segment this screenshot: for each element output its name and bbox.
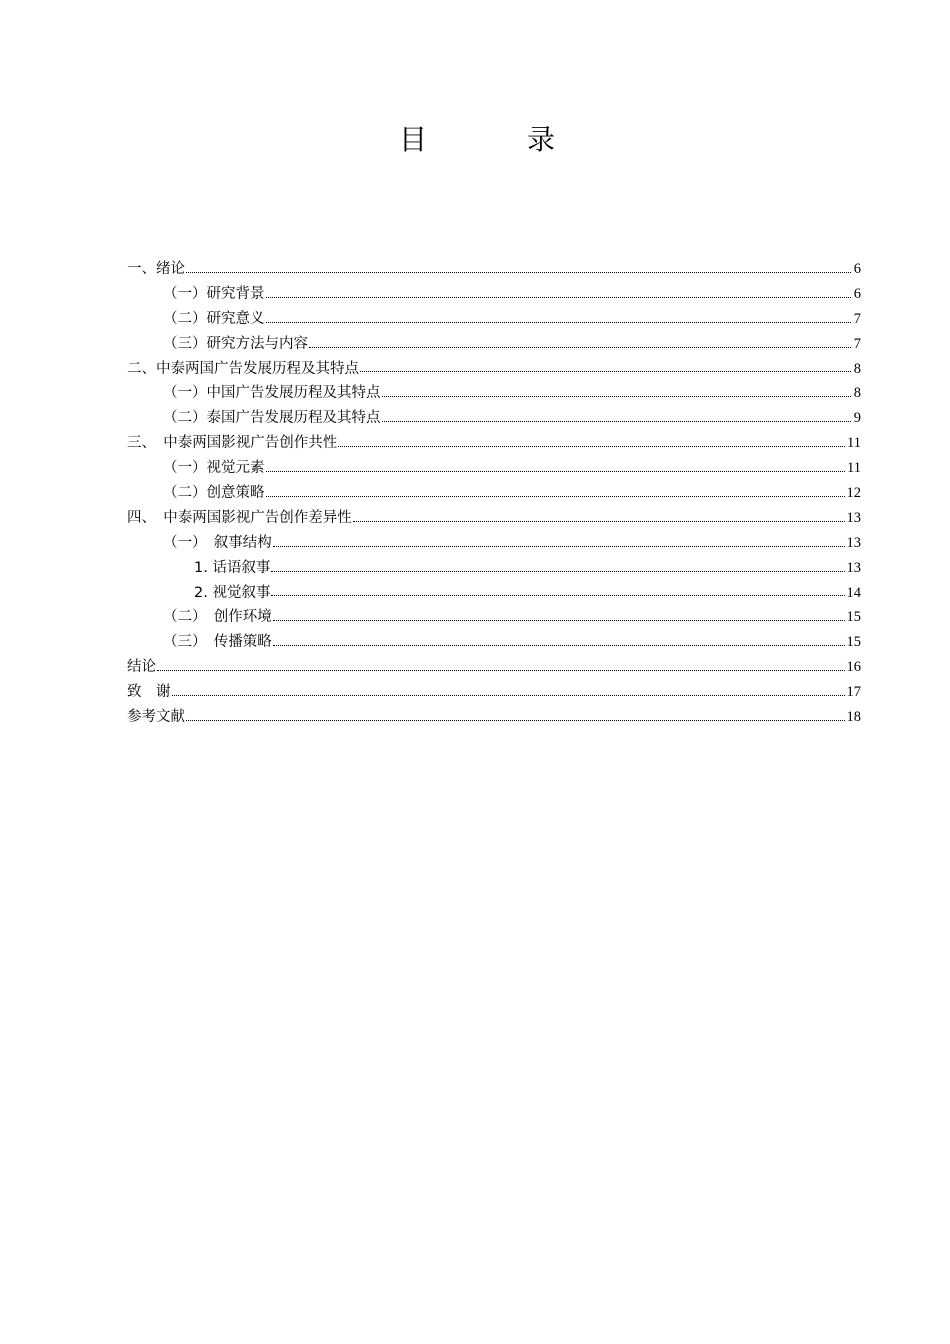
toc-dot-leader [338,445,845,447]
toc-page-number: 13 [846,559,861,576]
toc-entry[interactable] [127,431,861,456]
toc-dot-leader [172,694,845,696]
toc-entry-label: 参考文献 [127,709,185,726]
toc-page-number: 17 [846,684,861,701]
toc-entry-label: （一） 叙事结构 [163,534,272,551]
toc-entry-label: （二）泰国广告发展历程及其特点 [163,410,381,427]
toc-entry[interactable] [127,705,861,730]
toc-dot-leader [271,570,844,572]
toc-entry[interactable] [127,332,861,357]
toc-entry-label: 三、 中泰两国影视广告创作共性 [127,435,338,452]
toc-dot-leader [273,619,845,621]
toc-page-number: 12 [846,485,861,502]
toc-dot-leader [186,271,851,273]
toc-page-number: 14 [846,584,861,601]
toc-entry[interactable] [127,630,861,655]
toc-entry[interactable] [127,481,861,506]
toc-dot-leader [382,395,852,397]
toc-page-number: 11 [847,460,861,477]
toc-entry-label: 1. 话语叙事 [194,559,271,576]
toc-page-number: 7 [853,310,861,327]
toc-dot-leader [266,495,845,497]
toc-entry[interactable] [127,381,861,406]
toc-page-number: 15 [846,634,861,651]
toc-entry-label: （三） 传播策略 [163,634,272,651]
toc-entry[interactable] [127,357,861,382]
toc-entry[interactable] [127,655,861,680]
toc-page-number: 16 [846,659,861,676]
toc-page-number: 11 [847,435,861,452]
toc-entry-label: 致 谢 [127,684,171,701]
toc-dot-leader [360,370,851,372]
table-of-contents [127,257,861,730]
toc-entry[interactable] [127,605,861,630]
toc-dot-leader [273,644,845,646]
toc-entry-label: 2. 视觉叙事 [194,584,271,601]
toc-dot-leader [266,321,852,323]
toc-entry[interactable] [127,307,861,332]
toc-page-number: 9 [853,410,861,427]
toc-entry-label: （一）研究背景 [163,285,265,302]
toc-entry[interactable] [127,456,861,481]
toc-dot-leader [266,470,846,472]
toc-dot-leader [273,545,845,547]
toc-entry-label: （三）研究方法与内容 [163,335,308,352]
toc-entry-label: （二） 创作环境 [163,609,272,626]
toc-entry-label: 四、 中泰两国影视广告创作差异性 [127,509,352,526]
toc-entry[interactable] [127,680,861,705]
toc-entry-label: 一、绪论 [127,261,185,277]
toc-entry[interactable] [127,581,861,606]
toc-dot-leader [353,520,845,522]
toc-entry-label: （二）研究意义 [163,310,265,327]
toc-page-number: 7 [853,335,861,352]
toc-page-number: 18 [846,709,861,726]
toc-page-number: 6 [853,261,861,277]
toc-dot-leader [271,594,844,596]
toc-entry[interactable] [127,556,861,581]
toc-entry[interactable] [127,282,861,307]
toc-dot-leader [309,346,851,348]
toc-dot-leader [157,669,845,671]
toc-entry-label: （一）中国广告发展历程及其特点 [163,385,381,402]
toc-dot-leader [186,719,845,721]
toc-entry[interactable] [127,406,861,431]
toc-page-number: 13 [846,534,861,551]
toc-title: 目 录 [398,123,591,156]
toc-entry-label: （二）创意策略 [163,485,265,502]
toc-page-number: 15 [846,609,861,626]
toc-entry[interactable] [127,506,861,531]
toc-entry[interactable] [127,257,861,282]
toc-entry-label: （一）视觉元素 [163,460,265,477]
toc-entry-label: 结论 [127,659,156,676]
toc-page-number: 6 [853,285,861,302]
toc-page-number: 13 [846,509,861,526]
toc-entry-label: 二、中泰两国广告发展历程及其特点 [127,360,359,377]
toc-page-number: 8 [853,360,861,377]
toc-dot-leader [266,296,852,298]
toc-page-number: 8 [853,385,861,402]
toc-dot-leader [382,420,852,422]
toc-entry[interactable] [127,531,861,556]
